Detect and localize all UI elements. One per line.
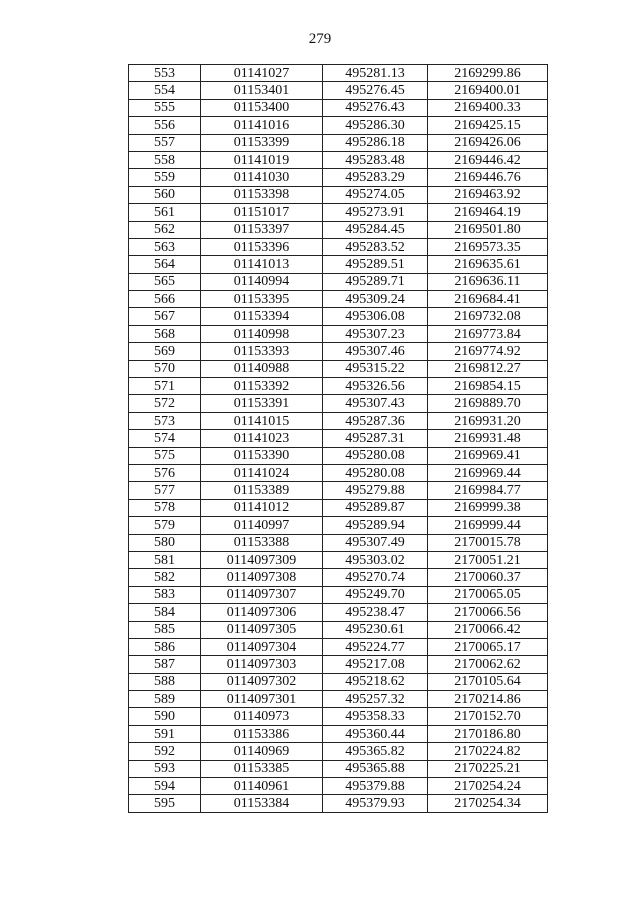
y-coordinate-cell: 2170065.05 xyxy=(428,586,548,603)
point-id-cell: 01153392 xyxy=(201,378,323,395)
y-coordinate-cell: 2169774.92 xyxy=(428,343,548,360)
x-coordinate-cell: 495281.13 xyxy=(323,65,428,82)
table-row xyxy=(129,482,548,499)
point-id-cell: 01153401 xyxy=(201,82,323,99)
x-coordinate-cell: 495238.47 xyxy=(323,604,428,621)
point-number-cell: 563 xyxy=(129,238,201,255)
x-coordinate-cell: 495286.18 xyxy=(323,134,428,151)
y-coordinate-cell: 2170051.21 xyxy=(428,551,548,568)
x-coordinate-cell: 495379.93 xyxy=(323,795,428,812)
point-number-cell: 562 xyxy=(129,221,201,238)
x-coordinate-cell: 495276.45 xyxy=(323,82,428,99)
x-coordinate-cell: 495279.88 xyxy=(323,482,428,499)
y-coordinate-cell: 2170186.80 xyxy=(428,725,548,742)
point-number-cell: 565 xyxy=(129,273,201,290)
table-row xyxy=(129,725,548,742)
table-row xyxy=(129,534,548,551)
point-id-cell: 01151017 xyxy=(201,204,323,221)
y-coordinate-cell: 2170254.34 xyxy=(428,795,548,812)
point-id-cell: 0114097303 xyxy=(201,656,323,673)
point-number-cell: 578 xyxy=(129,499,201,516)
point-number-cell: 594 xyxy=(129,778,201,795)
point-id-cell: 01153388 xyxy=(201,534,323,551)
point-id-cell: 01153398 xyxy=(201,186,323,203)
x-coordinate-cell: 495303.02 xyxy=(323,551,428,568)
point-id-cell: 01141016 xyxy=(201,117,323,134)
table-row xyxy=(129,151,548,168)
table-row xyxy=(129,656,548,673)
y-coordinate-cell: 2169400.33 xyxy=(428,99,548,116)
x-coordinate-cell: 495273.91 xyxy=(323,204,428,221)
point-id-cell: 01140998 xyxy=(201,325,323,342)
point-number-cell: 574 xyxy=(129,430,201,447)
y-coordinate-cell: 2169684.41 xyxy=(428,291,548,308)
point-id-cell: 0114097309 xyxy=(201,551,323,568)
table-row xyxy=(129,204,548,221)
table-row xyxy=(129,673,548,690)
y-coordinate-cell: 2169969.41 xyxy=(428,447,548,464)
point-number-cell: 571 xyxy=(129,378,201,395)
point-id-cell: 01153390 xyxy=(201,447,323,464)
y-coordinate-cell: 2169854.15 xyxy=(428,378,548,395)
point-number-cell: 553 xyxy=(129,65,201,82)
y-coordinate-cell: 2169464.19 xyxy=(428,204,548,221)
x-coordinate-cell: 495286.30 xyxy=(323,117,428,134)
x-coordinate-cell: 495289.87 xyxy=(323,499,428,516)
x-coordinate-cell: 495307.49 xyxy=(323,534,428,551)
y-coordinate-cell: 2170065.17 xyxy=(428,638,548,655)
y-coordinate-cell: 2170152.70 xyxy=(428,708,548,725)
point-number-cell: 584 xyxy=(129,604,201,621)
point-number-cell: 581 xyxy=(129,551,201,568)
page-number: 279 xyxy=(308,31,332,47)
y-coordinate-cell: 2169635.61 xyxy=(428,256,548,273)
point-number-cell: 573 xyxy=(129,412,201,429)
table-row xyxy=(129,256,548,273)
point-number-cell: 557 xyxy=(129,134,201,151)
x-coordinate-cell: 495289.51 xyxy=(323,256,428,273)
table-row xyxy=(129,691,548,708)
table-row xyxy=(129,117,548,134)
y-coordinate-cell: 2170066.56 xyxy=(428,604,548,621)
point-number-cell: 583 xyxy=(129,586,201,603)
table-row xyxy=(129,499,548,516)
y-coordinate-cell: 2170062.62 xyxy=(428,656,548,673)
table-row xyxy=(129,325,548,342)
point-id-cell: 01153397 xyxy=(201,221,323,238)
point-number-cell: 570 xyxy=(129,360,201,377)
table-row xyxy=(129,586,548,603)
x-coordinate-cell: 495289.94 xyxy=(323,517,428,534)
point-number-cell: 576 xyxy=(129,464,201,481)
table-row xyxy=(129,343,548,360)
x-coordinate-cell: 495306.08 xyxy=(323,308,428,325)
coordinates-table xyxy=(128,64,548,813)
y-coordinate-cell: 2170214.86 xyxy=(428,691,548,708)
point-number-cell: 558 xyxy=(129,151,201,168)
point-number-cell: 575 xyxy=(129,447,201,464)
table-row xyxy=(129,308,548,325)
x-coordinate-cell: 495218.62 xyxy=(323,673,428,690)
point-id-cell: 01153395 xyxy=(201,291,323,308)
y-coordinate-cell: 2169446.76 xyxy=(428,169,548,186)
y-coordinate-cell: 2169501.80 xyxy=(428,221,548,238)
x-coordinate-cell: 495307.23 xyxy=(323,325,428,342)
point-number-cell: 555 xyxy=(129,99,201,116)
table-row xyxy=(129,134,548,151)
point-id-cell: 01153394 xyxy=(201,308,323,325)
x-coordinate-cell: 495274.05 xyxy=(323,186,428,203)
table-row xyxy=(129,169,548,186)
point-number-cell: 590 xyxy=(129,708,201,725)
x-coordinate-cell: 495379.88 xyxy=(323,778,428,795)
point-number-cell: 577 xyxy=(129,482,201,499)
table-row xyxy=(129,221,548,238)
point-id-cell: 0114097301 xyxy=(201,691,323,708)
x-coordinate-cell: 495284.45 xyxy=(323,221,428,238)
y-coordinate-cell: 2169889.70 xyxy=(428,395,548,412)
point-id-cell: 0114097304 xyxy=(201,638,323,655)
table-row xyxy=(129,708,548,725)
x-coordinate-cell: 495326.56 xyxy=(323,378,428,395)
point-number-cell: 595 xyxy=(129,795,201,812)
point-id-cell: 01141019 xyxy=(201,151,323,168)
y-coordinate-cell: 2169999.44 xyxy=(428,517,548,534)
point-number-cell: 586 xyxy=(129,638,201,655)
x-coordinate-cell: 495307.46 xyxy=(323,343,428,360)
x-coordinate-cell: 495360.44 xyxy=(323,725,428,742)
y-coordinate-cell: 2169732.08 xyxy=(428,308,548,325)
y-coordinate-cell: 2169426.06 xyxy=(428,134,548,151)
y-coordinate-cell: 2170224.82 xyxy=(428,743,548,760)
point-number-cell: 572 xyxy=(129,395,201,412)
table-row xyxy=(129,82,548,99)
y-coordinate-cell: 2169931.48 xyxy=(428,430,548,447)
x-coordinate-cell: 495280.08 xyxy=(323,447,428,464)
x-coordinate-cell: 495309.24 xyxy=(323,291,428,308)
x-coordinate-cell: 495217.08 xyxy=(323,656,428,673)
table-row xyxy=(129,795,548,812)
point-id-cell: 0114097306 xyxy=(201,604,323,621)
point-number-cell: 591 xyxy=(129,725,201,742)
point-number-cell: 564 xyxy=(129,256,201,273)
point-id-cell: 01140961 xyxy=(201,778,323,795)
table-row xyxy=(129,569,548,586)
point-number-cell: 556 xyxy=(129,117,201,134)
x-coordinate-cell: 495287.36 xyxy=(323,412,428,429)
point-id-cell: 01141012 xyxy=(201,499,323,516)
table-row xyxy=(129,99,548,116)
x-coordinate-cell: 495280.08 xyxy=(323,464,428,481)
point-number-cell: 560 xyxy=(129,186,201,203)
table-row xyxy=(129,65,548,82)
point-number-cell: 559 xyxy=(129,169,201,186)
y-coordinate-cell: 2170225.21 xyxy=(428,760,548,777)
y-coordinate-cell: 2170066.42 xyxy=(428,621,548,638)
x-coordinate-cell: 495289.71 xyxy=(323,273,428,290)
table-row xyxy=(129,447,548,464)
x-coordinate-cell: 495307.43 xyxy=(323,395,428,412)
point-id-cell: 0114097305 xyxy=(201,621,323,638)
point-id-cell: 01153386 xyxy=(201,725,323,742)
y-coordinate-cell: 2170105.64 xyxy=(428,673,548,690)
y-coordinate-cell: 2170060.37 xyxy=(428,569,548,586)
point-number-cell: 582 xyxy=(129,569,201,586)
table-row xyxy=(129,551,548,568)
table-row xyxy=(129,412,548,429)
point-id-cell: 01141015 xyxy=(201,412,323,429)
y-coordinate-cell: 2169773.84 xyxy=(428,325,548,342)
point-number-cell: 561 xyxy=(129,204,201,221)
x-coordinate-cell: 495249.70 xyxy=(323,586,428,603)
y-coordinate-cell: 2169931.20 xyxy=(428,412,548,429)
point-id-cell: 01153389 xyxy=(201,482,323,499)
y-coordinate-cell: 2169400.01 xyxy=(428,82,548,99)
point-number-cell: 568 xyxy=(129,325,201,342)
y-coordinate-cell: 2170254.24 xyxy=(428,778,548,795)
y-coordinate-cell: 2169299.86 xyxy=(428,65,548,82)
point-id-cell: 01153393 xyxy=(201,343,323,360)
y-coordinate-cell: 2169636.11 xyxy=(428,273,548,290)
x-coordinate-cell: 495276.43 xyxy=(323,99,428,116)
y-coordinate-cell: 2169446.42 xyxy=(428,151,548,168)
point-id-cell: 01140997 xyxy=(201,517,323,534)
table-row xyxy=(129,621,548,638)
y-coordinate-cell: 2169463.92 xyxy=(428,186,548,203)
x-coordinate-cell: 495283.52 xyxy=(323,238,428,255)
x-coordinate-cell: 495224.77 xyxy=(323,638,428,655)
y-coordinate-cell: 2169425.15 xyxy=(428,117,548,134)
x-coordinate-cell: 495358.33 xyxy=(323,708,428,725)
point-id-cell: 01153400 xyxy=(201,99,323,116)
x-coordinate-cell: 495283.48 xyxy=(323,151,428,168)
point-id-cell: 01153391 xyxy=(201,395,323,412)
table-row xyxy=(129,604,548,621)
table-row xyxy=(129,378,548,395)
table-row xyxy=(129,291,548,308)
point-number-cell: 567 xyxy=(129,308,201,325)
point-id-cell: 0114097308 xyxy=(201,569,323,586)
table-row xyxy=(129,430,548,447)
point-id-cell: 01153384 xyxy=(201,795,323,812)
table-row xyxy=(129,238,548,255)
point-id-cell: 01153385 xyxy=(201,760,323,777)
point-id-cell: 01141030 xyxy=(201,169,323,186)
point-number-cell: 593 xyxy=(129,760,201,777)
y-coordinate-cell: 2169984.77 xyxy=(428,482,548,499)
x-coordinate-cell: 495315.22 xyxy=(323,360,428,377)
x-coordinate-cell: 495365.88 xyxy=(323,760,428,777)
point-number-cell: 579 xyxy=(129,517,201,534)
table-row xyxy=(129,360,548,377)
point-id-cell: 01140973 xyxy=(201,708,323,725)
point-id-cell: 01153399 xyxy=(201,134,323,151)
point-id-cell: 01141023 xyxy=(201,430,323,447)
point-id-cell: 0114097307 xyxy=(201,586,323,603)
table-row xyxy=(129,273,548,290)
table-row xyxy=(129,778,548,795)
table-row xyxy=(129,743,548,760)
y-coordinate-cell: 2169999.38 xyxy=(428,499,548,516)
point-id-cell: 01140969 xyxy=(201,743,323,760)
y-coordinate-cell: 2169969.44 xyxy=(428,464,548,481)
coordinates-table-body xyxy=(129,65,548,813)
point-number-cell: 588 xyxy=(129,673,201,690)
point-id-cell: 01140994 xyxy=(201,273,323,290)
point-number-cell: 554 xyxy=(129,82,201,99)
point-id-cell: 01141024 xyxy=(201,464,323,481)
x-coordinate-cell: 495283.29 xyxy=(323,169,428,186)
table-row xyxy=(129,517,548,534)
point-number-cell: 580 xyxy=(129,534,201,551)
table-row xyxy=(129,186,548,203)
y-coordinate-cell: 2169812.27 xyxy=(428,360,548,377)
table-row xyxy=(129,464,548,481)
point-id-cell: 01153396 xyxy=(201,238,323,255)
x-coordinate-cell: 495270.74 xyxy=(323,569,428,586)
point-id-cell: 01140988 xyxy=(201,360,323,377)
table-row xyxy=(129,638,548,655)
x-coordinate-cell: 495287.31 xyxy=(323,430,428,447)
point-id-cell: 01141027 xyxy=(201,65,323,82)
point-id-cell: 0114097302 xyxy=(201,673,323,690)
y-coordinate-cell: 2170015.78 xyxy=(428,534,548,551)
x-coordinate-cell: 495365.82 xyxy=(323,743,428,760)
point-id-cell: 01141013 xyxy=(201,256,323,273)
point-number-cell: 589 xyxy=(129,691,201,708)
point-number-cell: 585 xyxy=(129,621,201,638)
point-number-cell: 569 xyxy=(129,343,201,360)
point-number-cell: 592 xyxy=(129,743,201,760)
point-number-cell: 566 xyxy=(129,291,201,308)
x-coordinate-cell: 495230.61 xyxy=(323,621,428,638)
x-coordinate-cell: 495257.32 xyxy=(323,691,428,708)
table-row xyxy=(129,395,548,412)
point-number-cell: 587 xyxy=(129,656,201,673)
table-row xyxy=(129,760,548,777)
y-coordinate-cell: 2169573.35 xyxy=(428,238,548,255)
